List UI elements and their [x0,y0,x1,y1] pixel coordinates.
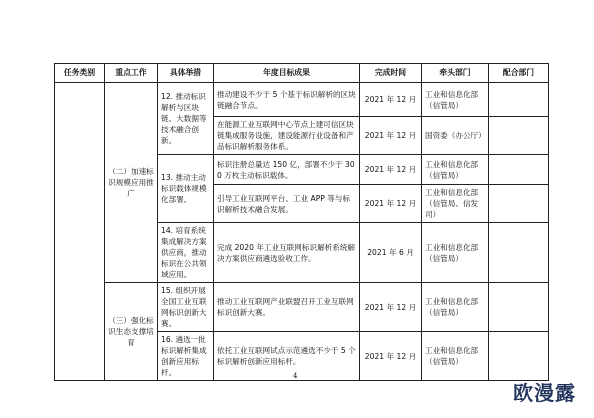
coop-dept-cell [489,223,549,283]
table-row [55,283,549,332]
task-category-cell [55,83,105,381]
header-coop-department: 配合部门 [489,64,549,83]
goal-cell: 依托工业互联网试点示范遴选不少于 5 个标识解析创新应用标杆。 [214,332,360,381]
time-cell: 2021 年 6 月 [360,223,422,283]
coop-dept-cell [489,83,549,117]
key-work-cell: （三）强化标识生态支撑培育 [105,283,158,381]
goal-cell: 推动工业互联网产业联盟召开工业互联网标识创新大赛。 [214,283,360,332]
time-cell: 2021 年 12 月 [360,185,422,223]
page-number: 4 [293,372,298,380]
header-lead-department: 牵头部门 [422,64,489,83]
goal-cell: 在能源工业互联网中心节点上建可信区块链集成服务设施，建设能源行业设备和产品标识解析服务体系。 [214,117,360,155]
key-work-cell: （二）加速标识规模应用推广 [105,83,158,283]
header-annual-goal: 年度目标成果 [214,64,360,83]
coop-dept-cell [489,332,549,381]
header-measures: 具体举措 [158,64,214,83]
goal-cell: 完成 2020 年工业互联网标识解析系统解决方案供应商遴选验收工作。 [214,223,360,283]
lead-dept-cell: 工业和信息化部（信管局） [422,223,489,283]
measure-cell: 14. 培育系统集成解决方案供应商，推动标识在公共领域应用。 [158,223,214,283]
lead-dept-cell: 国资委（办公厅） [422,117,489,155]
time-cell: 2021 年 12 月 [360,83,422,117]
task-table [54,63,549,381]
time-cell: 2021 年 12 月 [360,283,422,332]
lead-dept-cell: 工业和信息化部（信管局） [422,83,489,117]
goal-cell: 引导工业互联网平台、工业 APP 等与标识解析技术融合发展。 [214,185,360,223]
coop-dept-cell [489,185,549,223]
time-cell: 2021 年 12 月 [360,155,422,185]
lead-dept-cell: 工业和信息化部（信管局、信发司） [422,185,489,223]
watermark-logo: 欧漫露 [513,381,576,405]
lead-dept-cell: 工业和信息化部（信管局） [422,155,489,185]
measure-cell: 16. 遴选一批标识解析集成创新应用标杆。 [158,332,214,381]
coop-dept-cell [489,155,549,185]
header-task-category: 任务类别 [55,64,105,83]
table-row [55,83,549,117]
lead-dept-cell: 工业和信息化部（信管局） [422,283,489,332]
measure-cell: 13. 推动主动标识载体规模化部署。 [158,155,214,223]
goal-cell: 标识注册总量达 150 亿，部署不少于 300 万枚主动标识载体。 [214,155,360,185]
time-cell: 2021 年 12 月 [360,332,422,381]
measure-cell: 15. 组织开展全国工业互联网标识创新大赛。 [158,283,214,332]
lead-dept-cell: 工业和信息化部（信管局） [422,332,489,381]
coop-dept-cell [489,283,549,332]
goal-cell: 推动建设不少于 5 个基于标识解析的区块链融合节点。 [214,83,360,117]
header-key-work: 重点工作 [105,64,158,83]
table-header-row [55,64,549,83]
time-cell: 2021 年 12 月 [360,117,422,155]
coop-dept-cell [489,117,549,155]
measure-cell: 12. 推动标识解析与区块链、大数据等技术融合创新。 [158,83,214,155]
header-completion-time: 完成时间 [360,64,422,83]
